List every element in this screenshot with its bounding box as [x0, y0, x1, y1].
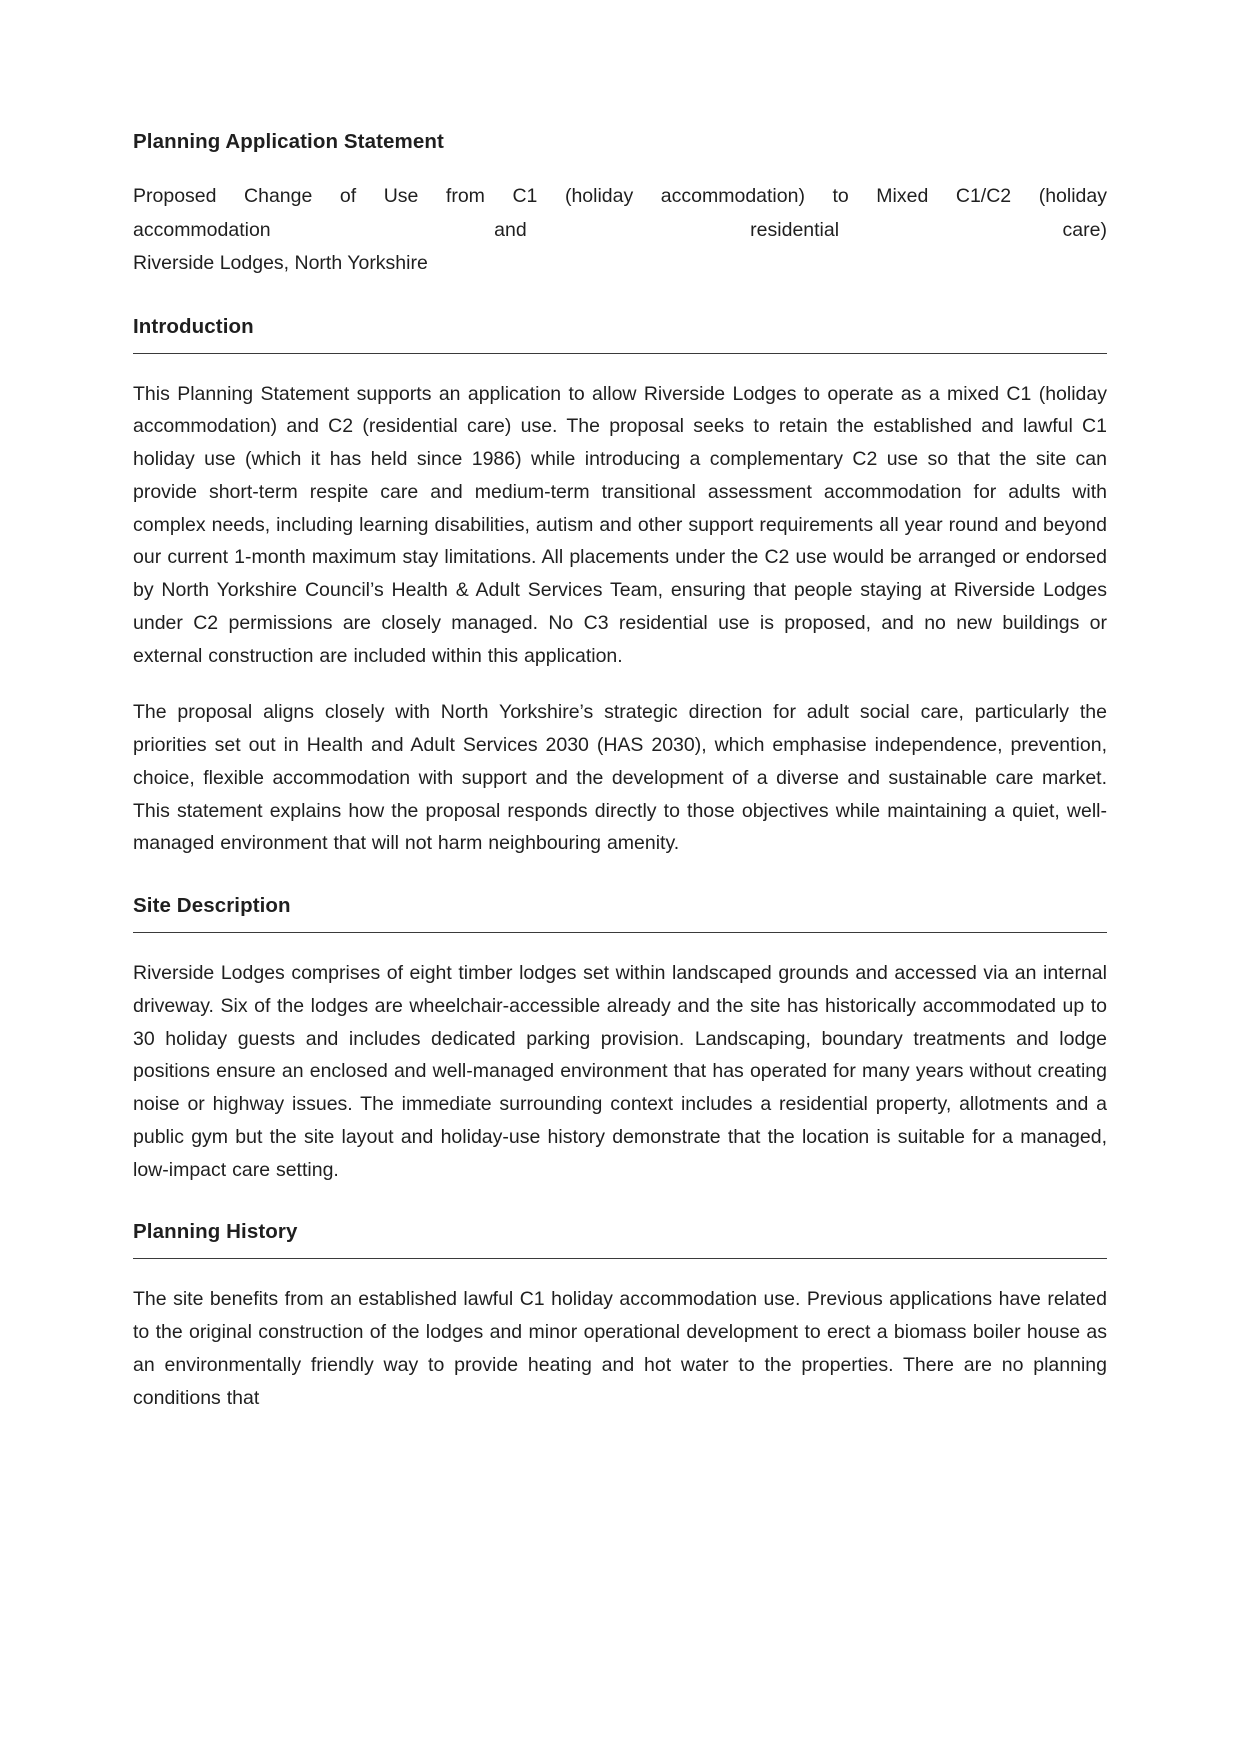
section-heading-site-description: Site Description: [133, 894, 1107, 933]
paragraph: The site benefits from an established lawful C1 holiday accommodation use. Previous applications have related to the original construction of the lodges and minor operational development to erect a biomass boiler house as an environmentally friendly way to provide heating and hot water to the properties. There are no planning conditions that: [133, 1288, 1107, 1409]
subtitle-line-1: Proposed Change of Use from C1 (holiday accommodation) to Mixed C1/C2 (holiday: [133, 185, 1107, 207]
section-heading-planning-history: Planning History: [133, 1220, 1107, 1259]
document-title: Planning Application Statement: [133, 130, 444, 153]
section-site-description: [133, 894, 1107, 1186]
subtitle-line-2: accommodation and residential care): [133, 218, 1107, 241]
section-heading-introduction: Introduction: [133, 315, 1107, 354]
section-planning-history: [133, 1220, 1107, 1414]
paragraph: This Planning Statement supports an application to allow Riverside Lodges to operate as a mixed C1 (holiday accommodation) and C2 (residential care) use. The proposal seeks to retain the established and lawful C1 holiday use (which it has held since 1986) while introducing a complementary C2 use so that the site can provide short-term respite care and medium-term transitional assessment accommodation for adults with complex needs, including learning disabilities, autism and other support requirements all year round and beyond our current 1-month maximum stay limitations. All placements under the C2 use would be arranged or endorsed by North Yorkshire Council’s Health & Adult Services Team, ensuring that people staying at Riverside Lodges under C2 permissions are closely managed. No C3 residential use is proposed, and no new buildings or external construction are included within this application.: [133, 382, 1107, 667]
subtitle-line-3: Riverside Lodges, North Yorkshire: [133, 252, 428, 275]
paragraph: The proposal aligns closely with North Yorkshire’s strategic direction for adult social care, particularly the priorities set out in Health and Adult Services 2030 (HAS 2030), which emphasise independence, prevention, choice, flexible accommodation with support and the development of a diverse and sustainable care market. This statement explains how the proposal responds directly to those objectives while maintaining a quiet, well-managed environment that will not harm neighbouring amenity.: [133, 701, 1107, 855]
section-introduction: [133, 315, 1107, 861]
document-subtitle: [133, 180, 1107, 281]
paragraph: Riverside Lodges comprises of eight timber lodges set within landscaped grounds and accessed via an internal driveway. Six of the lodges are wheelchair-accessible already and the site has historically accommodated up to 30 holiday guests and includes dedicated parking provision. Landscaping, boundary treatments and lodge positions ensure an enclosed and well-managed environment that has operated for many years without creating noise or highway issues. The immediate surrounding context includes a residential property, allotments and a public gym but the site layout and holiday-use history demonstrate that the location is suitable for a managed, low-impact care setting.: [133, 962, 1107, 1181]
